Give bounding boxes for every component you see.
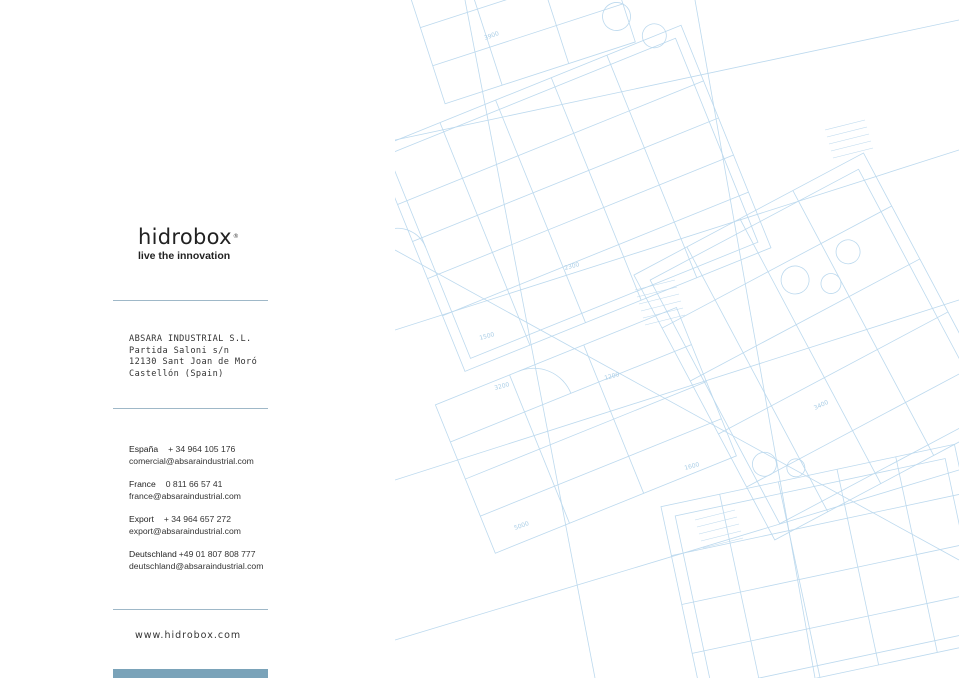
contact-phone[interactable]: +49 01 807 808 777 <box>178 549 256 559</box>
contact-phone[interactable]: + 34 964 657 272 <box>163 514 231 524</box>
contact-country: España <box>129 444 159 454</box>
contact-france <box>129 479 263 502</box>
dimension-label: 3400 <box>812 399 830 412</box>
logo-wordmark: hidrobox <box>138 225 232 249</box>
dimension-label: 3200 <box>493 381 511 392</box>
accent-bar <box>113 669 268 678</box>
contact-export <box>129 514 263 537</box>
contact-phone[interactable]: 0 811 66 57 41 <box>165 479 223 489</box>
blueprint-illustration <box>395 0 959 678</box>
contact-deutschland <box>129 549 263 572</box>
divider-bottom <box>113 609 268 610</box>
divider-middle <box>113 408 268 409</box>
website-link[interactable]: www.hidrobox.com <box>135 630 242 641</box>
dimension-label: 1600 <box>683 461 701 472</box>
contact-spain <box>129 444 263 467</box>
contact-panel <box>0 0 395 678</box>
dimension-label: 1200 <box>603 371 621 382</box>
contact-list <box>129 444 263 584</box>
contact-email[interactable]: deutschland@absaraindustrial.com <box>129 560 264 571</box>
contact-email[interactable]: comercial@absaraindustrial.com <box>129 455 254 466</box>
divider-top <box>113 300 268 301</box>
brand-logo <box>138 226 239 262</box>
address-line: 12130 Sant Joan de Moró <box>129 357 258 367</box>
address-line: Partida Saloni s/n <box>129 345 230 356</box>
address-line: ABSARA INDUSTRIAL S.L. <box>129 334 252 344</box>
company-address <box>129 334 257 380</box>
dimension-label: 1500 <box>478 331 496 342</box>
dimension-label: 3900 <box>483 30 501 42</box>
brand-tagline: live the innovation <box>138 250 231 262</box>
contact-phone[interactable]: + 34 964 105 176 <box>168 444 236 454</box>
contact-country: Deutschland <box>129 549 177 559</box>
blueprint-drawing <box>395 0 959 678</box>
contact-email[interactable]: france@absaraindustrial.com <box>129 490 241 501</box>
contact-email[interactable]: export@absaraindustrial.com <box>129 525 241 536</box>
contact-country: France <box>129 479 156 489</box>
registered-mark: ® <box>232 233 240 240</box>
dimension-label: 5000 <box>513 520 531 532</box>
address-line: Castellón (Spain) <box>129 368 224 379</box>
dimension-label: 2300 <box>563 261 581 272</box>
contact-country: Export <box>129 514 154 524</box>
